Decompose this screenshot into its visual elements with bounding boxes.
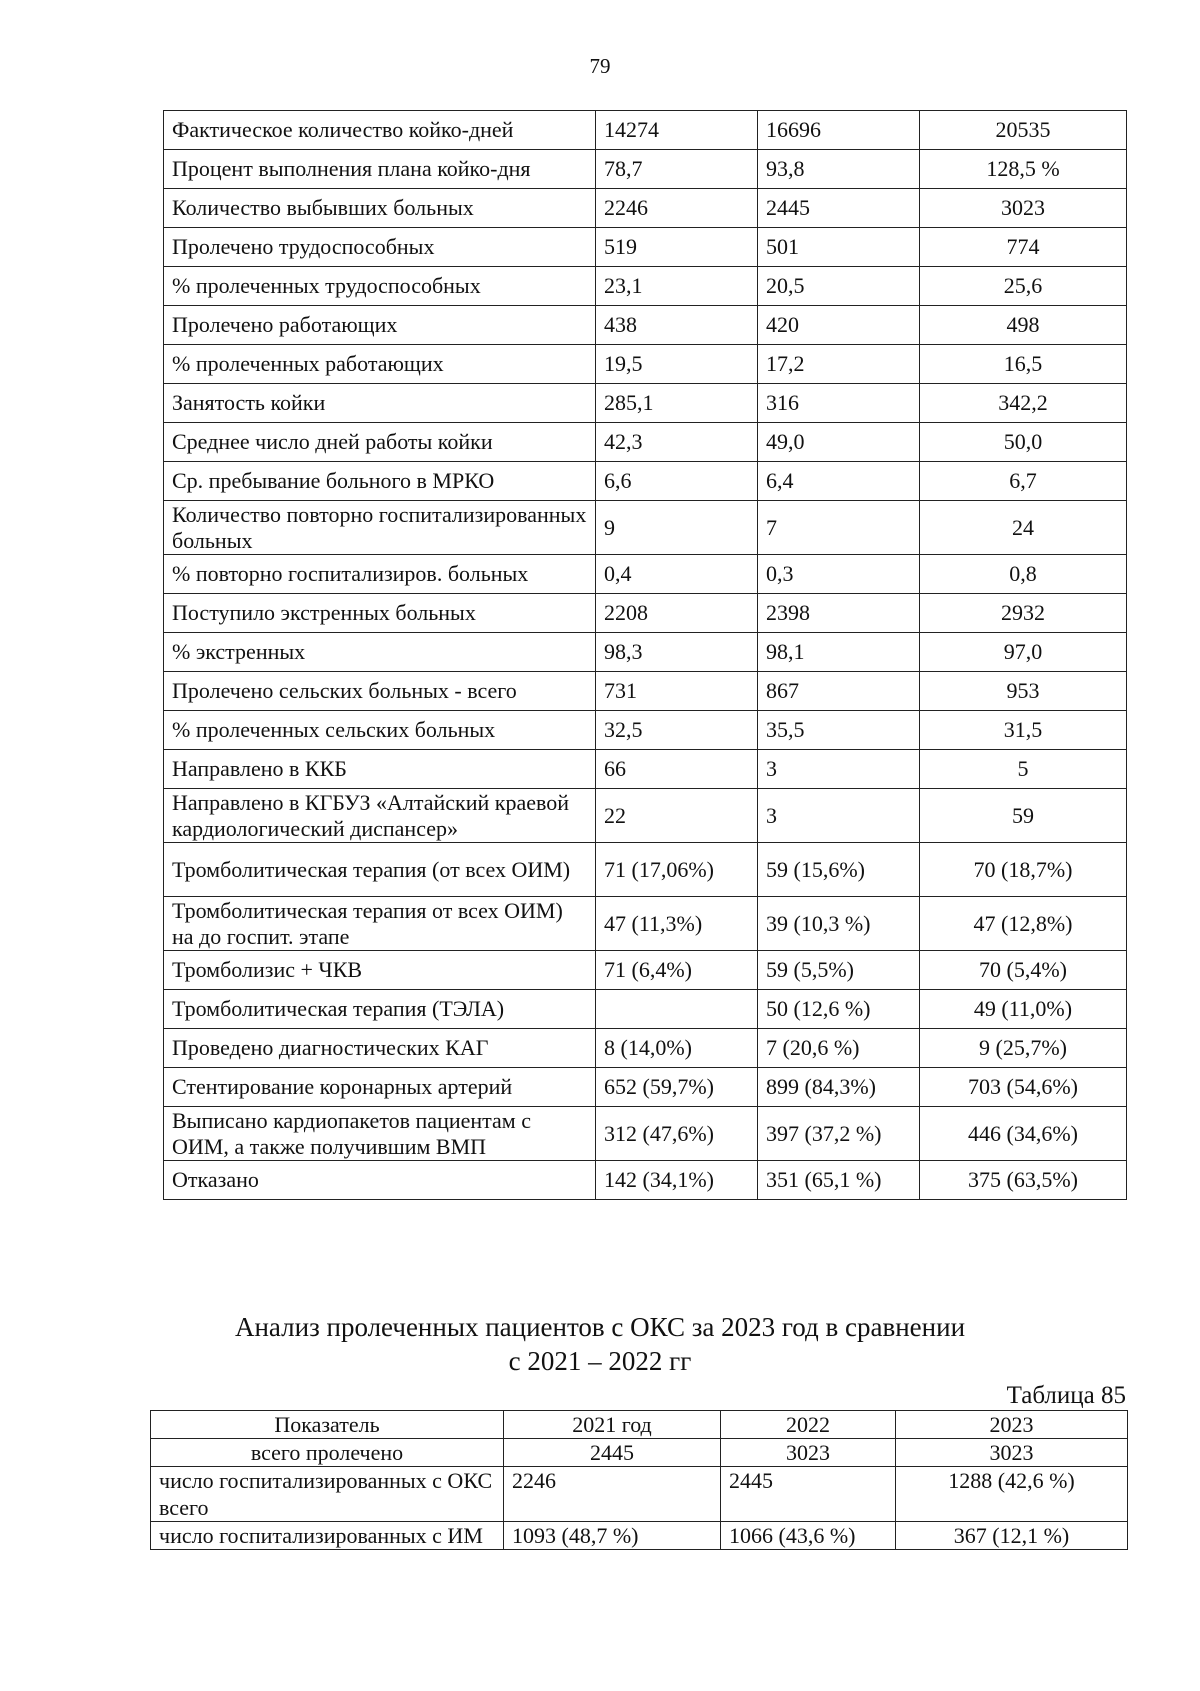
- row-value-col-4: 47 (12,8%): [920, 897, 1127, 951]
- row-value-col-2: 6,6: [596, 462, 758, 501]
- row-value-col-4: 774: [920, 228, 1127, 267]
- row-value-col-2: 2246: [596, 189, 758, 228]
- row-value-col-2: 14274: [596, 111, 758, 150]
- row-label: Поступило экстренных больных: [164, 594, 596, 633]
- table-row: [164, 189, 1127, 228]
- table-row: [164, 501, 1127, 555]
- row-label: Тромболизис + ЧКВ: [164, 951, 596, 990]
- row-value-col-4: 1288 (42,6 %): [896, 1467, 1128, 1522]
- row-value-col-4: 703 (54,6%): [920, 1068, 1127, 1107]
- row-label: % экстренных: [164, 633, 596, 672]
- row-label: % повторно госпитализиров. больных: [164, 555, 596, 594]
- row-label: Выписано кардиопакетов пациентам с ОИМ, а также получившим ВМП: [164, 1107, 596, 1161]
- page-number: 79: [589, 54, 611, 78]
- row-value-col-3: 35,5: [758, 711, 920, 750]
- table-row: [164, 843, 1127, 897]
- row-value-col-2: 47 (11,3%): [596, 897, 758, 951]
- row-label: Тромболитическая терапия (ТЭЛА): [164, 990, 596, 1029]
- table-row: [164, 228, 1127, 267]
- row-value-col-2: 1093 (48,7 %): [504, 1522, 721, 1550]
- row-value-col-3: 501: [758, 228, 920, 267]
- row-value-col-4: 3023: [896, 1439, 1128, 1467]
- row-label: Ср. пребывание больного в МРКО: [164, 462, 596, 501]
- row-label: Количество повторно госпитализированных больных: [164, 501, 596, 555]
- section-title-line-1: Анализ пролеченных пациентов с ОКС за 2023 год в сравнении: [234, 1312, 966, 1342]
- row-value-col-2: 0,4: [596, 555, 758, 594]
- row-value-col-4: 128,5 %: [920, 150, 1127, 189]
- header-2022: 2022: [721, 1411, 896, 1439]
- table-row: [164, 1068, 1127, 1107]
- row-value-col-3: 2445: [721, 1467, 896, 1522]
- row-value-col-2: 731: [596, 672, 758, 711]
- row-value-col-3: 7: [758, 501, 920, 555]
- row-value-col-2: 438: [596, 306, 758, 345]
- table-row: [151, 1522, 1128, 1550]
- row-value-col-2: 652 (59,7%): [596, 1068, 758, 1107]
- row-value-col-3: 3: [758, 789, 920, 843]
- row-value-col-3: 867: [758, 672, 920, 711]
- row-value-col-3: 3: [758, 750, 920, 789]
- row-value-col-2: 312 (47,6%): [596, 1107, 758, 1161]
- row-label: Направлено в КГБУЗ «Алтайский краевой кардиологический диспансер»: [164, 789, 596, 843]
- row-value-col-3: 59 (15,6%): [758, 843, 920, 897]
- row-value-col-2: 19,5: [596, 345, 758, 384]
- row-value-col-2: 32,5: [596, 711, 758, 750]
- row-value-col-4: 70 (5,4%): [920, 951, 1127, 990]
- row-value-col-3: 20,5: [758, 267, 920, 306]
- row-value-col-2: 71 (6,4%): [596, 951, 758, 990]
- row-label: % пролеченных сельских больных: [164, 711, 596, 750]
- row-value-col-4: 953: [920, 672, 1127, 711]
- row-label: Проведено диагностических КАГ: [164, 1029, 596, 1068]
- row-label: Пролечено сельских больных - всего: [164, 672, 596, 711]
- row-label: число госпитализированных с ИМ: [151, 1522, 504, 1550]
- row-value-col-4: 31,5: [920, 711, 1127, 750]
- row-value-col-4: 2932: [920, 594, 1127, 633]
- row-value-col-3: 397 (37,2 %): [758, 1107, 920, 1161]
- row-label: Пролечено трудоспособных: [164, 228, 596, 267]
- row-value-col-3: 98,1: [758, 633, 920, 672]
- row-label: Стентирование коронарных артерий: [164, 1068, 596, 1107]
- table-header-row: [151, 1411, 1128, 1439]
- row-value-col-2: 142 (34,1%): [596, 1161, 758, 1200]
- row-value-col-3: 6,4: [758, 462, 920, 501]
- row-value-col-2: 2208: [596, 594, 758, 633]
- row-label: Тромболитическая терапия (от всех ОИМ): [164, 843, 596, 897]
- row-value-col-4: 0,8: [920, 555, 1127, 594]
- section-title: [0, 1310, 1200, 1378]
- row-value-col-4: 59: [920, 789, 1127, 843]
- row-value-col-3: 316: [758, 384, 920, 423]
- row-label: число госпитализированных с ОКС всего: [151, 1467, 504, 1522]
- table-row: [151, 1467, 1128, 1522]
- row-value-col-3: 351 (65,1 %): [758, 1161, 920, 1200]
- row-value-col-2: 2246: [504, 1467, 721, 1522]
- row-label: Тромболитическая терапия от всех ОИМ) на до госпит. этапе: [164, 897, 596, 951]
- row-value-col-2: [596, 990, 758, 1029]
- table-row: [164, 1107, 1127, 1161]
- row-label: всего пролечено: [151, 1439, 504, 1467]
- row-value-col-3: 93,8: [758, 150, 920, 189]
- header-2021: 2021 год: [504, 1411, 721, 1439]
- table-row: [164, 1029, 1127, 1068]
- row-label: Фактическое количество койко-дней: [164, 111, 596, 150]
- row-value-col-4: 5: [920, 750, 1127, 789]
- row-value-col-4: 16,5: [920, 345, 1127, 384]
- table-row: [164, 897, 1127, 951]
- table-row: [164, 594, 1127, 633]
- row-value-col-3: 420: [758, 306, 920, 345]
- row-value-col-2: 66: [596, 750, 758, 789]
- row-value-col-2: 23,1: [596, 267, 758, 306]
- row-value-col-4: 367 (12,1 %): [896, 1522, 1128, 1550]
- row-label: Занятость койки: [164, 384, 596, 423]
- table-row: [164, 633, 1127, 672]
- row-label: Процент выполнения плана койко-дня: [164, 150, 596, 189]
- table-label: Таблица 85: [1006, 1382, 1126, 1409]
- row-label: Отказано: [164, 1161, 596, 1200]
- header-indicator: Показатель: [151, 1411, 504, 1439]
- row-value-col-4: 20535: [920, 111, 1127, 150]
- table-row: [164, 462, 1127, 501]
- row-value-col-3: 3023: [721, 1439, 896, 1467]
- row-label: % пролеченных трудоспособных: [164, 267, 596, 306]
- row-value-col-4: 446 (34,6%): [920, 1107, 1127, 1161]
- row-value-col-2: 78,7: [596, 150, 758, 189]
- row-value-col-3: 7 (20,6 %): [758, 1029, 920, 1068]
- row-value-col-4: 6,7: [920, 462, 1127, 501]
- table-row: [164, 672, 1127, 711]
- row-value-col-2: 2445: [504, 1439, 721, 1467]
- row-value-col-3: 49,0: [758, 423, 920, 462]
- row-value-col-2: 22: [596, 789, 758, 843]
- table-row: [164, 111, 1127, 150]
- row-label: Количество выбывших больных: [164, 189, 596, 228]
- row-value-col-4: 375 (63,5%): [920, 1161, 1127, 1200]
- hospital-stats-table: [163, 110, 1127, 1200]
- table-row: [164, 345, 1127, 384]
- table-row: [151, 1439, 1128, 1467]
- row-value-col-3: 2398: [758, 594, 920, 633]
- row-label: Направлено в ККБ: [164, 750, 596, 789]
- row-value-col-4: 24: [920, 501, 1127, 555]
- row-value-col-4: 25,6: [920, 267, 1127, 306]
- table-row: [164, 423, 1127, 462]
- table-row: [164, 267, 1127, 306]
- row-value-col-3: 899 (84,3%): [758, 1068, 920, 1107]
- table-row: [164, 1161, 1127, 1200]
- row-value-col-4: 342,2: [920, 384, 1127, 423]
- row-value-col-2: 9: [596, 501, 758, 555]
- row-value-col-3: 16696: [758, 111, 920, 150]
- oks-analysis-table: [150, 1410, 1128, 1550]
- table-row: [164, 750, 1127, 789]
- row-label: Среднее число дней работы койки: [164, 423, 596, 462]
- row-value-col-4: 9 (25,7%): [920, 1029, 1127, 1068]
- row-value-col-4: 49 (11,0%): [920, 990, 1127, 1029]
- row-label: % пролеченных работающих: [164, 345, 596, 384]
- row-value-col-2: 71 (17,06%): [596, 843, 758, 897]
- row-value-col-3: 0,3: [758, 555, 920, 594]
- table-row: [164, 951, 1127, 990]
- table-row: [164, 711, 1127, 750]
- table-row: [164, 306, 1127, 345]
- row-value-col-4: 70 (18,7%): [920, 843, 1127, 897]
- table-row: [164, 789, 1127, 843]
- row-value-col-4: 3023: [920, 189, 1127, 228]
- row-value-col-2: 519: [596, 228, 758, 267]
- row-value-col-3: 50 (12,6 %): [758, 990, 920, 1029]
- section-title-line-2: с 2021 – 2022 гг: [508, 1346, 692, 1376]
- row-value-col-4: 50,0: [920, 423, 1127, 462]
- row-value-col-3: 2445: [758, 189, 920, 228]
- table-row: [164, 150, 1127, 189]
- row-value-col-3: 17,2: [758, 345, 920, 384]
- row-value-col-2: 8 (14,0%): [596, 1029, 758, 1068]
- header-2023: 2023: [896, 1411, 1128, 1439]
- row-value-col-2: 42,3: [596, 423, 758, 462]
- row-value-col-3: 39 (10,3 %): [758, 897, 920, 951]
- row-value-col-4: 97,0: [920, 633, 1127, 672]
- table-row: [164, 384, 1127, 423]
- row-label: Пролечено работающих: [164, 306, 596, 345]
- row-value-col-2: 98,3: [596, 633, 758, 672]
- row-value-col-4: 498: [920, 306, 1127, 345]
- row-value-col-2: 285,1: [596, 384, 758, 423]
- table-row: [164, 990, 1127, 1029]
- row-value-col-3: 1066 (43,6 %): [721, 1522, 896, 1550]
- table-row: [164, 555, 1127, 594]
- row-value-col-3: 59 (5,5%): [758, 951, 920, 990]
